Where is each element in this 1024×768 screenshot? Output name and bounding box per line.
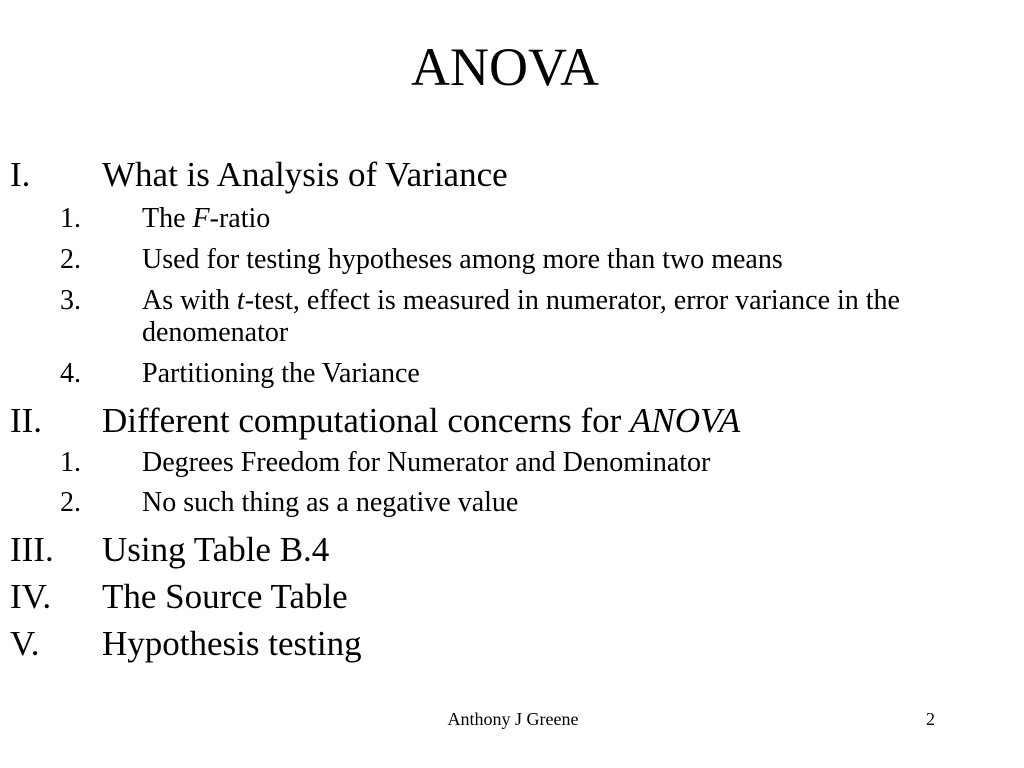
outline-subitem-2-2-text: No such thing as a negative value — [142, 487, 519, 518]
outline-item-3-text: Using Table B.4 — [102, 530, 330, 569]
slide-title: ANOVA — [410, 37, 600, 97]
outline-item-2 — [0, 401, 1024, 441]
outline-subitem-1-4 — [0, 358, 1024, 390]
outline-item-4-number: IV. — [10, 577, 52, 616]
anova-italic: ANOVA — [630, 401, 741, 440]
outline-subitem-1-2 — [0, 244, 1024, 276]
outline-subitem-1-1-text: The F-ratio — [142, 203, 271, 234]
outline-item-5 — [0, 624, 1024, 664]
outline-item-3 — [0, 530, 1024, 570]
outline-subitem-1-4-number: 4. — [60, 358, 81, 389]
outline-item-4-text: The Source Table — [102, 577, 348, 616]
f-symbol: F — [192, 203, 210, 234]
outline-subitem-2-2 — [0, 487, 1024, 519]
outline-subitem-1-4-text: Partitioning the Variance — [142, 358, 420, 389]
outline-item-3-number: III. — [10, 530, 54, 569]
outline-subitem-1-1-number: 1. — [60, 203, 81, 234]
outline-item-5-text: Hypothesis testing — [102, 624, 362, 663]
outline-subitem-1-3-text: As with t-test, effect is measured in numerator, error variance in the denomenator — [142, 285, 900, 348]
outline-item-2-number: II. — [10, 401, 43, 440]
outline-subitem-2-1 — [0, 447, 1024, 479]
t-symbol: t — [236, 285, 245, 316]
outline-item-2-text: Different computational concerns for ANOVA — [102, 401, 741, 440]
outline-item-1-text: What is Analysis of Variance — [102, 155, 508, 194]
outline-item-5-number: V. — [10, 624, 40, 663]
footer-page-number: 2 — [926, 709, 935, 729]
outline-subitem-2-1-text: Degrees Freedom for Numerator and Denominator — [142, 447, 711, 478]
outline-subitem-2-1-number: 1. — [60, 447, 81, 478]
outline-subitem-1-1 — [0, 203, 1024, 235]
outline-subitem-1-2-text: Used for testing hypotheses among more than two means — [142, 244, 783, 275]
outline-subitem-1-2-number: 2. — [60, 244, 81, 275]
footer-author: Anthony J Greene — [447, 709, 579, 729]
outline-subitem-1-3-number: 3. — [60, 285, 81, 316]
outline-item-1 — [0, 155, 1024, 195]
outline-item-1-number: I. — [10, 155, 31, 194]
outline-item-4 — [0, 577, 1024, 617]
outline-subitem-2-2-number: 2. — [60, 487, 81, 518]
outline-subitem-1-3 — [0, 285, 1024, 349]
